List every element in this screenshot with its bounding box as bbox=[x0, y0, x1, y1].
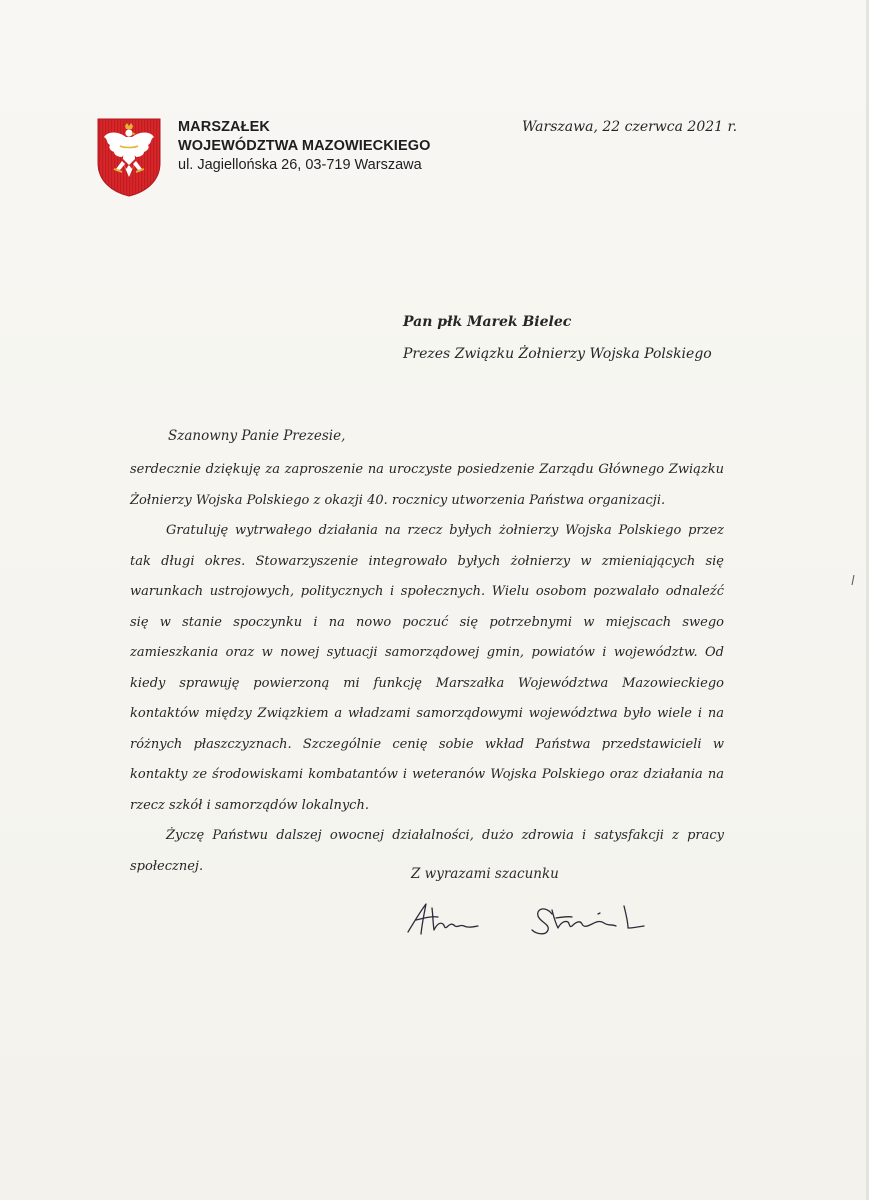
recipient-title: Prezes Związku Żołnierzy Wojska Polskiego bbox=[403, 346, 712, 362]
mazovia-coat-of-arms-eagle-icon bbox=[96, 117, 162, 197]
letter-date: Warszawa, 22 czerwca 2021 r. bbox=[522, 119, 738, 135]
recipient-block bbox=[403, 312, 712, 364]
body-paragraph-3: Życzę Państwu dalszej owocnej działalności, dużo zdrowia i satysfakcji z pracy społecznej. bbox=[130, 828, 724, 874]
body-paragraph-1: serdecznie dziękuję za zaproszenie na uroczyste posiedzenie Zarządu Głównego Związku Żołnierzy Wojska Polskiego z okazji 40. rocznicy utworzenia Państwa organizacji. bbox=[130, 462, 724, 508]
recipient-name: Pan płk Marek Bielec bbox=[403, 314, 572, 330]
body-paragraph-2: Gratuluję wytrwałego działania na rzecz byłych żołnierzy Wojska Polskiego przez tak długi okres. Stowarzyszenie integrowało byłych żołnierzy w zmieniających się warunkach ustrojowych, politycznych i społecznych. Wielu osobom pozwalało odnaleźć się w stanie spoczynku i na nowo poczuć się potrzebnymi w miejscach swego zamieszkania oraz w nowej sytuacji samorządowej gmin, powiatów i województw. Od kiedy sprawuję powierzoną mi funkcję Marszałka Województwa Mazowieckiego kontaktów między Związkiem a władzami samorządowymi województwa było wiele i na różnych płaszczyznach. Szczególnie cenię sobie wkład Państwa przedstawicieli w kontakty ze środowiskami kombatantów i weteranów Wojska Polskiego oraz działania na rzecz szkół i samorządów lokalnych. bbox=[130, 523, 724, 813]
margin-mark bbox=[851, 574, 855, 586]
letterhead-title: MARSZAŁEK bbox=[178, 119, 270, 135]
closing-phrase: Z wyrazami szacunku bbox=[411, 866, 559, 882]
handwritten-signature-icon bbox=[402, 896, 652, 941]
letter-body bbox=[130, 455, 724, 882]
letterhead-address: ul. Jagiellońska 26, 03-719 Warszawa bbox=[178, 157, 422, 173]
letterhead-subtitle: WOJEWÓDZTWA MAZOWIECKIEGO bbox=[178, 138, 431, 154]
letterhead bbox=[178, 118, 430, 175]
salutation: Szanowny Panie Prezesie, bbox=[168, 428, 346, 444]
